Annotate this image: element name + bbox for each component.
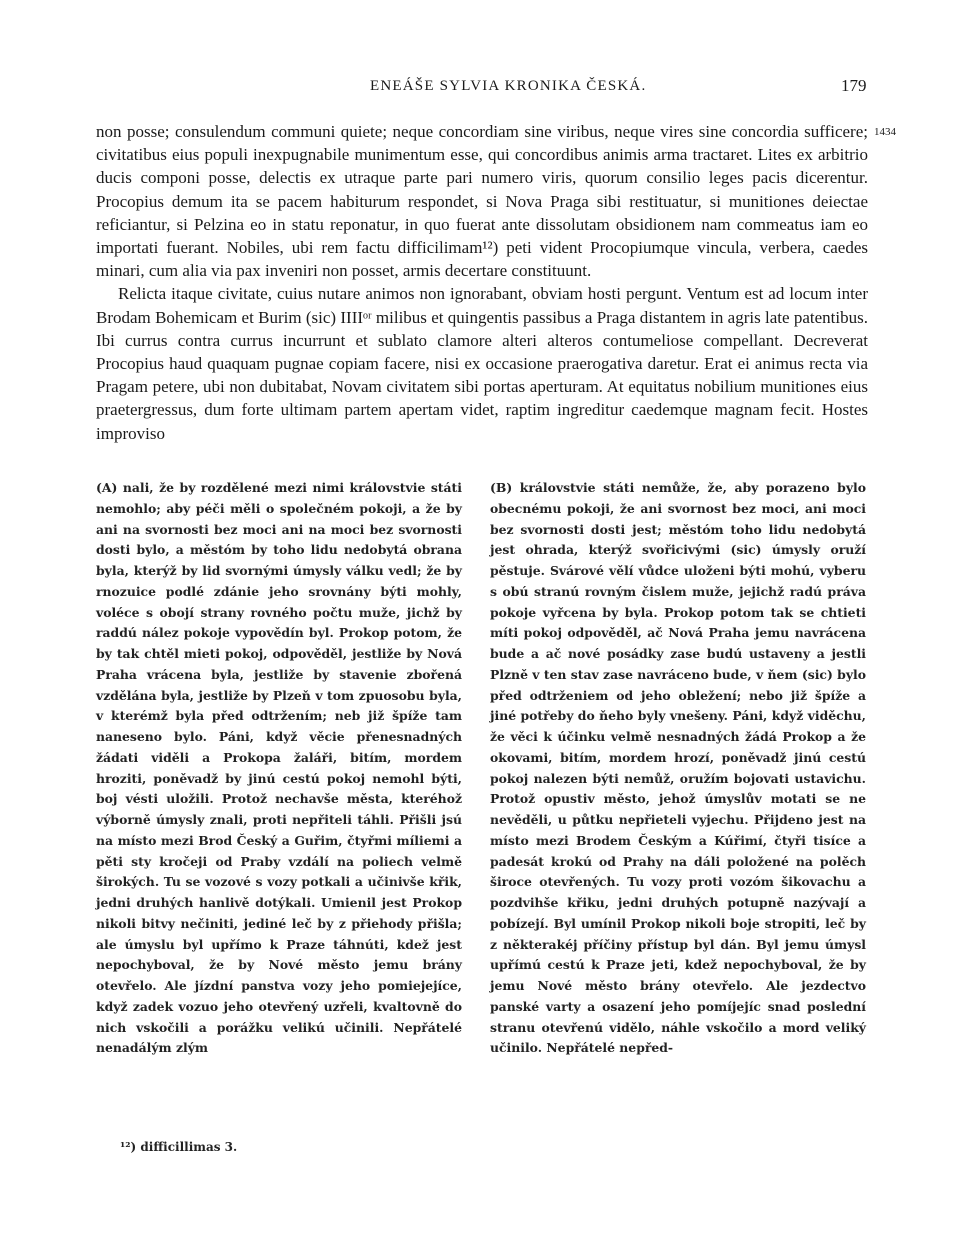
- page-number: 179: [841, 76, 867, 95]
- footnote: ¹²) difficillimas 3.: [120, 1140, 238, 1154]
- latin-paragraph-2: Relicta itaque civitate, cuius nutare animos non ignorabant, obviam hosti pergunt. Ventum est ad locum inter Brodam Bohemicam et Burim (sic) IIIIᵒʳ milibus et quingentis passibus a Praga distantem in agris late patentibus. Ibi currus contra currus incurrunt et sublato clamore alteri alteros contumeliose compellant. Decreverat Procopius haud quaquam pugnae copiam facere, nisi ex occasione praerogativa daretur. Erat ei animus recta via Pragam petere, ubi non dubitabat, Novam civitatem sibi portas aperturam. At equitatus nobilium munitiones eius praetergressus, dum forte ultimam partem apertam videt, raptim ingreditur caedemque magnam fecit. Hostes improviso: [96, 284, 868, 443]
- column-a-text: (A) nali, že by rozdělené mezi nimi královstvie státi nemohlo; aby péči měli o společném pokoji, a že by ani na svornosti bez moci ani na moci bez svornosti dosti bylo, a městóm by toho lidu nedobytá obrana byla, kterýž by lid svornými úmysly válku vedl; že by rnozuice podlé zdánie jeho srovnány býti mohly, voléce s obojí strany rovného počtu muže, jichž by raddú nález pokoje vypovědín byl. Prokop potom, že by tak chtěl mieti pokoj, odpověděl, jestliže by Nová Praha vrácena byla, jestliže by stavenie zbořená vzdělána byla, jestliže by Plzeň v tom zpuosobu byla, v kterémž byla před odtržením; neb již špíže tam naneseno bylo. Páni, když věcie přenesnadných žádati viděli a Prokopa žaláři, bitím, mordem hroziti, poněvadž by jinú cestú pokoj nemohl býti, boj vésti uložili. Protož nechavše města, kteréhož výborně úmysly znali, proti nepřiteli táhli. Přišli jsú na místo mezi Brod Český a Guřim, čtyřmi míliemi a pěti sty kročeji od Praby vzdálí na poliech velmě širokých. Tu se vozové s vozy potkali a učinivše křik, jedni druhých hanlivě dotýkali. Umienil jest Prokop nikoli bitvy nečiniti, jediné leč by z přiehody přišla; ale úmyslu byl upřímo k Praze táhnúti, kdež jest nepochyboval, že by Nové město jemu brány otevřelo. Ale jízdní panstva vozy jeho pomiejejíce, když zadek vozuo jeho otevřený uzřeli, kvaltovně do nich vskočili a porážku velikú učinili. Nepřátelé nenadálým zlým: [96, 480, 462, 1056]
- latin-text-block: [96, 120, 868, 445]
- czech-column-a: [96, 478, 462, 1059]
- latin-paragraph-1: non posse; consulendum communi quiete; neque concordiam sine viribus, neque vires sine concordia sufficere; civitatibus eius populi inexpugnabile munimentum esse, qui concordibus animis arma tractaret. Lites ex arbitrio ducis componi posse, delectis ex utraque parte pari numero viris, quorum consilio leges pacis dicerentur. Procopius demum ita se pacem habiturum respondet, si Nova Praga sibi restituatur, si munitiones deiectae reficiantur, si Pelzina eo in statu reponatur, in quo fuerat ante dissolutam obsidionem nam commeatus iam eo importati fuerant. Nobiles, ubi rem factu difficilimam¹²) peti vident Procopiumque vincula, verbera, caedes minari, cum alia via pax inveniri non posset, armis decertare constituunt.: [96, 122, 868, 281]
- column-b-text: (B) královstvie státi nemůže, že, aby porazeno bylo obecnému pokoji, že ani svornost bez moci, ani moci bez svornosti dosti jest; městóm toho lidu nedobytá jest ohrada, kterýž svořicivými (sic) úmysly oruží pěstuje. Svárové vělí vůdce uloženi býti mohú, vyberu s obú stranú rovným čislem muže, jejichž radú práva pokoje vyřcena by byla. Prokop potom tak se chtieti míti pokoj odpověděl, ač Nová Praha jemu navrácena bude a ač nové posádky zase budú ustaveny a jestli Plzně v ten stav zase navráceno bude, v ňem (sic) bylo před odtrženiem od jeho obležení; nebo již špíže a jiné potřeby do ňeho byly vnešeny. Páni, když viděchu, že věci k účinku velmě nesnadných žádá Prokop a že okovami, bitím, mordem hrozí, poněvadž jinú cestú pokoj nalezen býti nemůž, oružím bojovati ustavichu. Protož opustiv město, jehož úmyslův motati se ne nevěděli, u půtku nepřieteli vyjechu. Přijdeno jest na místo mezi Brodem Českým a Kúřimí, čtyři tisíce a padesát krokú od Prahy na dáli položené na polěch široce otevřených. Tu vozy proti vozóm šikovachu a pozdvihše křiku, jedni druhých potupně nazývají a pobízejí. Byl umínil Prokop nikoli boje stropiti, leč by z některakéj příčiny přístup byl dán. Byl jemu úmysl upřímú cestú k Praze jeti, kdež nepochyboval, že by jemu Nové město brány otevřelo. Ale jezdectvo panské varty a osazení jeho pomíjejíc snad poslední stranu otevřenú vidělo, náhle vskočilo a mord veliký učinilo. Nepřátelé nepřed-: [490, 480, 866, 1056]
- czech-column-b: [490, 478, 866, 1059]
- margin-year-note: 1434: [874, 126, 896, 138]
- running-header: ENEÁŠE SYLVIA KRONIKA ČESKÁ.: [370, 78, 647, 94]
